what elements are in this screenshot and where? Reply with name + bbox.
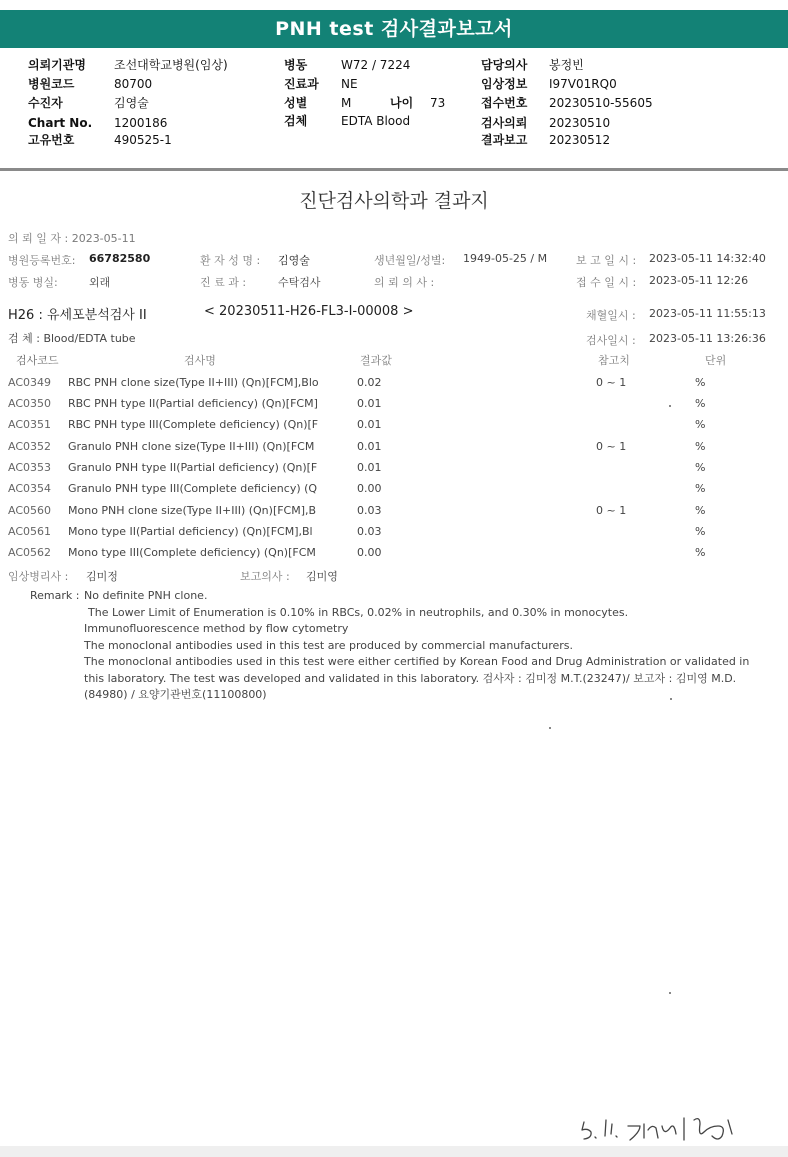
test-name: Granulo PNH type II(Partial deficiency) (Qn)[F [68,461,318,474]
col-header-name: 검사명 [184,354,216,367]
test-code: AC0353 [8,461,52,474]
table-row [0,418,788,439]
test-name: RBC PNH clone size(Type II+III) (Qn)[FCM],Blo [68,376,319,389]
dept-value: 수탁검사 [278,276,321,289]
col-header-code: 검사코드 [16,354,59,367]
patient-name-label: 환 자 성 명 : [200,254,261,267]
test-reference: 0 ~ 1 [596,440,627,453]
remark-line: Immunofluorescence method by flow cytometry [84,622,349,635]
table-row [0,525,788,546]
clinical-info-label: 임상정보 [481,77,528,91]
ward-label: 병동 [284,58,308,72]
reg-no-label: 병원등록번호: [8,254,76,267]
test-request-value: 20230510 [549,116,611,130]
receive-date-value: 2023-05-11 12:26 [649,274,749,287]
test-time-value: 2023-05-11 13:26:36 [649,332,766,345]
test-name: RBC PNH type III(Complete deficiency) (Qn)[F [68,418,319,431]
department-value: NE [341,77,358,91]
report-date-label: 보 고 일 시 : [576,254,637,267]
test-name: Mono type III(Complete deficiency) (Qn)[FCM [68,546,316,559]
collect-date-value: 2023-05-11 11:55:13 [649,307,766,320]
ward-room-label: 병동 병실: [8,276,58,289]
specimen-value: EDTA Blood [341,114,411,128]
receipt-no-value: 20230510-55605 [549,96,653,110]
remark-line: The Lower Limit of Enumeration is 0.10% in RBCs, 0.02% in neutrophils, and 0.30% in monocytes. [88,605,629,619]
test-code: AC0560 [8,504,52,517]
hospital-code-value: 80700 [114,77,153,91]
test-unit: % [695,418,706,431]
header-separator [0,168,788,171]
patient-name-value: 김영술 [278,254,310,267]
specimen-id: < 20230511-H26-FL3-I-00008 > [204,304,414,319]
age-label: 나이 [390,96,414,110]
table-row [0,546,788,567]
collect-date-label: 채혈일시 : [586,309,636,322]
technologist-label: 임상병리사 : [8,570,69,583]
scan-speck [669,992,671,994]
result-report-label: 결과보고 [481,133,528,147]
table-row [0,482,788,503]
request-date: 의 뢰 일 자 : 2023-05-11 [8,232,136,245]
birth-value: 1949-05-25 / M [463,252,548,265]
clinical-info-value: I97V01RQ0 [549,77,617,91]
remark-line: No definite PNH clone. [84,589,208,602]
col-header-ref: 참고치 [598,354,630,367]
test-name: Granulo PNH type III(Complete deficiency) (Q [68,482,318,495]
specimen-type: 검 체 : Blood/EDTA tube [8,332,136,345]
birth-label: 생년월일/성별: [374,254,446,267]
attending-doctor-value: 봉정빈 [549,58,584,72]
test-reference: 0 ~ 1 [596,504,627,517]
test-result: 0.01 [357,397,382,410]
table-row [0,440,788,461]
examinee-label: 수진자 [28,96,63,110]
referring-institution-label: 의뢰기관명 [28,58,86,72]
test-name: Mono PNH clone size(Type II+III) (Qn)[FCM],B [68,504,317,517]
report-date-value: 2023-05-11 14:32:40 [649,252,766,265]
table-row [0,376,788,397]
test-result: 0.00 [357,546,382,559]
test-unit: % [695,461,706,474]
table-row [0,461,788,482]
unique-no-label: 고유번호 [28,133,75,147]
test-code: AC0349 [8,376,52,389]
test-reference: 0 ~ 1 [596,376,627,389]
table-row [0,397,788,418]
test-unit: % [695,546,706,559]
remark-line: this laboratory. The test was developed and validated in this laboratory. 검사자 : 김미정 M.T.(23247)/ 보고자 : 김미영 M.D. [84,671,737,685]
test-result: 0.01 [357,461,382,474]
handwritten-signature [578,1112,758,1144]
test-unit: % [695,525,706,538]
test-time-label: 검사일시 : [586,334,636,347]
page-footer-strip [0,1146,788,1157]
test-code: AC0352 [8,440,52,453]
test-code: AC0350 [8,397,52,410]
remark-line: The monoclonal antibodies used in this test are produced by commercial manufacturers. [84,638,574,652]
scan-speck [670,698,672,700]
receive-date-label: 접 수 일 시 : [576,276,637,289]
result-report-value: 20230512 [549,133,611,147]
department-label: 진료과 [284,77,319,91]
table-row [0,504,788,525]
test-result: 0.03 [357,525,382,538]
test-unit: % [695,440,706,453]
test-name: Granulo PNH clone size(Type II+III) (Qn)[FCM [68,440,315,453]
attending-doctor-label: 담당의사 [481,58,528,72]
test-code: AC0354 [8,482,52,495]
header-info [0,56,788,156]
remark-text [84,588,774,704]
remark-line: The monoclonal antibodies used in this test were either certified by Korean Food and Drug Administration or validated in [84,655,750,668]
test-name: Mono type II(Partial deficiency) (Qn)[FCM],Bl [68,525,313,538]
test-title: H26 : 유세포분석검사 II [8,308,147,323]
col-header-result: 결과값 [360,354,392,367]
chart-no-label: Chart No. [28,116,93,130]
test-unit: % [695,397,706,410]
test-result: 0.01 [357,440,382,453]
specimen-label: 검체 [284,114,308,128]
referring-institution-value: 조선대학교병원(임상) [114,58,228,72]
sex-value: M [341,96,352,110]
results-table-header [0,352,788,373]
test-unit: % [695,482,706,495]
remark-line: (84980) / 요양기관번호(11100800) [84,688,267,701]
scan-speck [549,727,551,729]
test-unit: % [695,504,706,517]
test-code: AC0351 [8,418,52,431]
unique-no-value: 490525-1 [114,133,172,147]
report-banner-title: PNH test 검사결과보고서 [0,10,788,48]
test-request-label: 검사의뢰 [481,116,528,130]
test-result: 0.03 [357,504,382,517]
test-result: 0.01 [357,418,382,431]
hospital-code-label: 병원코드 [28,77,75,91]
test-unit: % [695,376,706,389]
examinee-value: 김영술 [114,96,149,110]
test-code: AC0562 [8,546,52,559]
requesting-doctor-label: 의 뢰 의 사 : [374,276,435,289]
test-name: RBC PNH type II(Partial deficiency) (Qn)[FCM] [68,397,318,410]
chart-no-value: 1200186 [114,116,168,130]
col-header-unit: 단위 [705,354,727,367]
test-result: 0.00 [357,482,382,495]
reporting-doctor-value: 김미영 [306,570,338,583]
remark-label: Remark : [30,589,80,602]
age-value: 73 [430,96,446,110]
technologist-value: 김미정 [86,570,118,583]
report-title: 진단검사의학과 결과지 [299,190,489,212]
receipt-no-label: 접수번호 [481,96,528,110]
sex-label: 성별 [284,96,308,110]
scan-speck [669,405,671,407]
reporting-doctor-label: 보고의사 : [240,570,290,583]
reg-no-value: 66782580 [89,252,151,265]
ward-value: W72 / 7224 [341,58,411,72]
dept-label: 진 료 과 : [200,276,247,289]
test-result: 0.02 [357,376,382,389]
ward-room-value: 외래 [89,276,111,289]
test-code: AC0561 [8,525,52,538]
